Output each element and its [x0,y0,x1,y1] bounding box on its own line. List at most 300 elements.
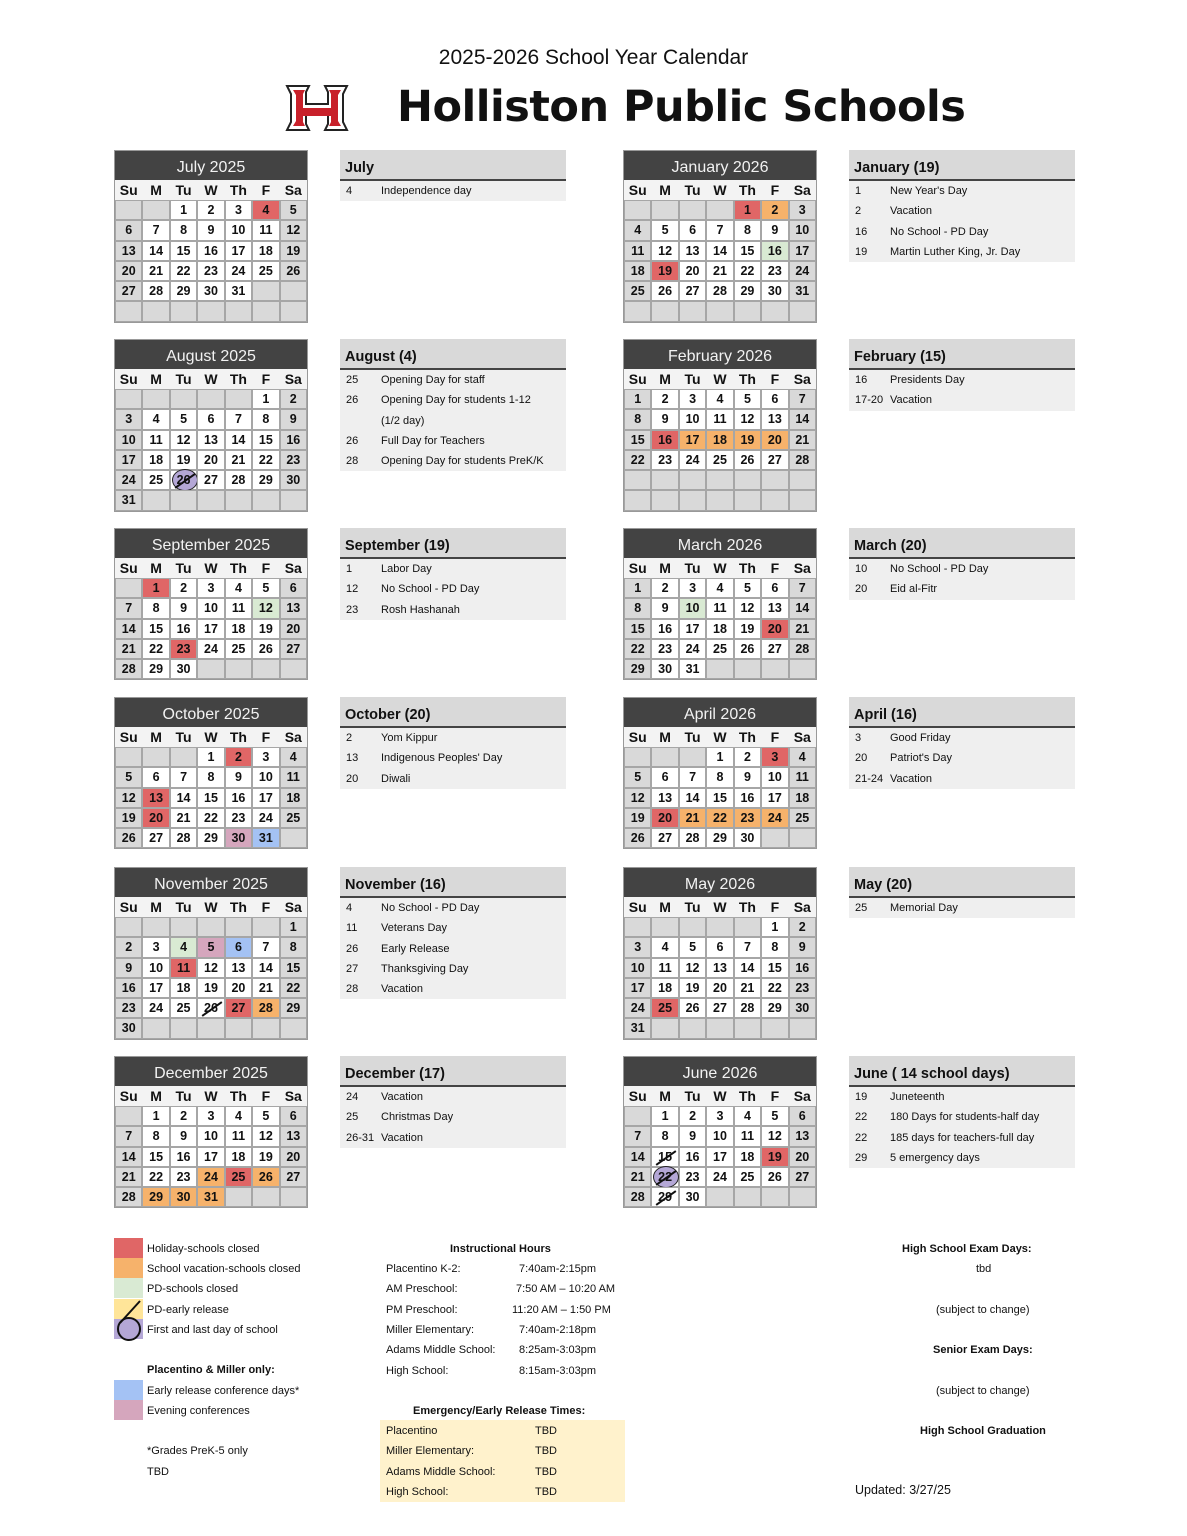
day-cell [142,1167,169,1187]
event-date: 19 [855,1091,868,1103]
day-number: 30 [795,1001,810,1016]
day-cell [142,1018,169,1038]
day-cell [225,1187,252,1207]
day-number: 12 [658,243,673,258]
events-title: July [340,150,566,181]
emergency-value: TBD [535,1485,557,1498]
day-cell [142,450,169,470]
weekday-label: Th [738,729,756,745]
day-number: 25 [740,1169,755,1184]
month-header: December 2025 [115,1057,307,1086]
day-number: 30 [767,284,782,299]
day-number: 8 [743,223,751,238]
updated-date: Updated: 3/27/25 [855,1483,951,1497]
day-grid [115,1106,307,1207]
day-cell [170,301,197,321]
event-date: 25 [346,374,359,386]
day-number: 6 [716,940,724,955]
day-cell [761,241,788,261]
day-number: 23 [176,641,191,656]
day-number: 4 [234,1109,242,1123]
day-number: 26 [767,1169,782,1184]
day-number: 23 [204,263,218,278]
day-cell [789,639,816,659]
day-cell [197,917,224,937]
day-number: 23 [658,452,673,467]
day-cell [225,917,252,937]
weekday-label: Sa [793,1088,811,1104]
day-cell [789,261,816,281]
school-name: Holliston Public Schools [397,82,966,132]
day-cell [734,1147,761,1167]
day-cell [280,200,307,220]
weekday-label: F [261,1088,271,1104]
weekday-label: M [150,560,162,576]
hours-label: Miller Elementary: [386,1323,475,1336]
event-date: 17-20 [855,394,884,407]
day-cell [115,1126,142,1146]
day-cell [624,828,651,848]
day-cell [197,450,224,470]
day-cell [115,808,142,828]
day-number: 23 [231,810,246,825]
day-grid [624,747,816,848]
day-cell [761,767,788,787]
day-number: 21 [258,980,273,995]
day-cell [197,1147,224,1167]
events-title: February (15) [849,339,1075,370]
day-number: 9 [180,601,188,616]
day-cell [142,659,169,679]
day-number: 27 [204,473,218,488]
day-cell [761,1147,788,1167]
day-cell [761,1126,788,1146]
day-cell [651,619,678,639]
event-description: Vacation [890,772,932,785]
day-number: 18 [149,452,164,467]
day-number: 3 [234,203,242,217]
day-cell [197,619,224,639]
day-number: 19 [204,980,218,995]
event-description: Vacation [890,394,932,407]
day-cell [734,220,761,240]
day-number: 25 [286,810,301,825]
day-number: 10 [204,1129,218,1144]
event-row [340,1128,566,1148]
day-cell [679,281,706,301]
day-number: 29 [204,831,218,846]
event-description: Labor Day [381,563,432,575]
day-cell [651,200,678,220]
day-cell [734,917,761,937]
day-number: 16 [176,621,191,636]
day-cell [679,808,706,828]
day-cell [679,958,706,978]
day-number: 10 [204,601,218,616]
day-cell [624,1018,651,1038]
day-number: 28 [795,641,810,656]
day-number: 28 [149,284,164,299]
day-number: 12 [630,790,645,805]
day-cell [789,1018,816,1038]
day-number: 24 [204,1169,218,1184]
month-calendar [114,339,308,512]
day-cell [170,1147,197,1167]
weekday-label: M [659,371,671,387]
day-number: 17 [713,1149,727,1164]
day-number: 18 [713,432,727,447]
day-cell [706,1106,733,1126]
month-calendar [623,339,817,512]
day-number: 5 [180,412,188,427]
day-number: 31 [258,831,273,846]
day-number: 18 [713,621,727,636]
day-number: 4 [262,203,270,217]
weekday-label: W [204,182,218,198]
day-number: 16 [231,790,246,805]
day-cell [225,937,252,957]
day-cell [197,1106,224,1126]
day-cell [142,639,169,659]
day-number: 23 [658,641,673,656]
day-number: 22 [149,641,164,656]
day-cell [170,450,197,470]
hs-exam-title: High School Exam Days: [902,1243,1032,1255]
day-cell [170,598,197,618]
month-calendar [114,867,308,1040]
day-cell [142,470,169,490]
day-number: 22 [740,263,755,278]
day-cell [706,450,733,470]
day-cell [734,1187,761,1207]
day-cell [252,598,279,618]
events-panel [340,339,566,471]
day-cell [142,200,169,220]
day-number: 22 [258,452,273,467]
day-cell [252,470,279,490]
emergency-value: TBD [535,1465,557,1478]
legend-note-tbd: TBD [147,1466,169,1478]
day-number: 16 [795,960,810,975]
day-number: 28 [258,1001,273,1016]
month-header: April 2026 [624,698,816,727]
day-cell [734,389,761,409]
day-cell [624,1147,651,1167]
day-cell [142,937,169,957]
school-logo-h-icon [285,84,349,132]
event-row [340,769,566,789]
day-cell [624,1126,651,1146]
day-cell [624,389,651,409]
day-cell [761,998,788,1018]
day-cell [734,200,761,220]
event-row [340,898,566,918]
weekday-label: Th [738,899,756,915]
day-grid [115,917,307,1039]
day-number: 14 [740,960,755,975]
event-date: 23 [346,603,359,616]
day-cell [624,490,651,510]
day-cell [651,808,678,828]
day-number: 9 [289,412,297,427]
event-date: 22 [855,1111,868,1124]
day-number: 13 [286,1129,301,1144]
day-number: 1 [743,203,751,217]
event-date: 16 [855,225,868,238]
day-cell [197,301,224,321]
day-cell [170,619,197,639]
weekday-label: Su [119,729,138,745]
day-cell [197,1018,224,1038]
day-number: 8 [716,770,724,785]
day-cell [115,578,142,598]
day-number: 21 [713,263,727,278]
event-date: 24 [346,1091,359,1103]
day-number: 6 [289,1109,297,1123]
events-title: November (16) [340,867,566,898]
event-description: Patriot's Day [890,752,953,765]
day-cell [142,301,169,321]
day-number: 26 [740,452,755,467]
day-cell [142,578,169,598]
day-cell [761,828,788,848]
day-cell [734,578,761,598]
weekday-row [115,727,307,747]
day-number: 8 [634,412,642,427]
day-cell [679,659,706,679]
day-number: 18 [176,980,191,995]
day-cell [197,409,224,429]
month-header: July 2025 [115,151,307,180]
day-number: 16 [286,432,301,447]
weekday-label: M [150,371,162,387]
day-cell [734,490,761,510]
event-date: 25 [855,902,868,914]
day-cell [651,1126,678,1146]
day-cell [115,998,142,1018]
weekday-label: M [150,182,162,198]
day-cell [280,1126,307,1146]
day-grid [115,200,307,322]
day-cell [789,747,816,767]
day-cell [280,281,307,301]
day-cell [761,978,788,998]
day-cell [651,470,678,490]
event-row [340,979,566,999]
day-cell [225,788,252,808]
event-date: 4 [346,902,353,914]
weekday-label: F [261,899,271,915]
day-number: 19 [658,263,673,278]
day-cell [706,301,733,321]
weekday-label: Sa [793,560,811,576]
day-cell [679,978,706,998]
day-number: 25 [713,452,727,467]
day-cell [115,917,142,937]
day-number: 11 [176,960,191,975]
day-cell [789,1126,816,1146]
day-cell [252,1167,279,1187]
day-cell [252,808,279,828]
day-number: 25 [231,641,246,656]
day-cell [734,788,761,808]
day-cell [679,470,706,490]
day-grid [624,200,816,322]
day-cell [225,1147,252,1167]
day-cell [624,281,651,301]
day-number: 28 [795,452,810,467]
events-title: June ( 14 school days) [849,1056,1075,1087]
day-cell [734,619,761,639]
day-cell [651,1187,678,1207]
hours-value: 7:50 AM – 10:20 AM [516,1283,616,1296]
weekday-label: Su [119,182,138,198]
day-cell [679,409,706,429]
day-number: 28 [231,473,246,488]
events-title: March (20) [849,528,1075,559]
day-number: 10 [685,601,700,616]
day-cell [225,281,252,301]
day-number: 7 [689,770,697,785]
hours-label: PM Preschool: [386,1303,458,1316]
day-number: 24 [767,810,782,825]
day-number: 16 [685,1149,700,1164]
day-cell [170,1167,197,1187]
day-number: 14 [795,601,810,616]
day-number: 26 [176,473,191,488]
day-cell [734,747,761,767]
weekday-label: M [659,729,671,745]
day-number: 27 [767,641,782,656]
day-cell [651,659,678,679]
day-number: 7 [152,223,160,238]
event-row [340,559,566,579]
hours-label: AM Preschool: [386,1283,458,1296]
day-cell [252,828,279,848]
emergency-label: Miller Elementary: [386,1445,475,1458]
event-date: 2 [855,205,862,218]
event-row [340,600,566,620]
day-cell [225,808,252,828]
day-cell [225,1167,252,1187]
day-cell [170,1106,197,1126]
day-number: 1 [180,203,188,217]
day-cell [651,490,678,510]
day-number: 20 [231,980,246,995]
day-number: 27 [795,1169,810,1184]
day-number: 27 [767,452,782,467]
day-number: 13 [767,412,782,427]
day-number: 3 [634,940,642,955]
day-number: 29 [658,1190,673,1205]
weekday-label: F [770,1088,780,1104]
day-number: 16 [204,243,218,258]
day-number: 31 [231,284,246,299]
day-number: 7 [180,770,188,785]
event-date: 26 [346,942,359,955]
event-date: 26-31 [346,1131,375,1144]
day-cell [624,1187,651,1207]
day-cell [651,917,678,937]
day-cell [706,619,733,639]
day-number: 5 [634,770,642,785]
day-number: 1 [661,1109,669,1123]
day-cell [142,1126,169,1146]
day-cell [789,619,816,639]
day-cell [761,389,788,409]
day-cell [679,828,706,848]
events-panel [849,528,1075,600]
day-cell [115,978,142,998]
day-cell [225,241,252,261]
hours-label: High School: [386,1364,449,1377]
weekday-label: Tu [175,899,192,915]
day-cell [252,978,279,998]
day-cell [197,261,224,281]
day-cell [280,450,307,470]
day-cell [679,917,706,937]
day-cell [679,200,706,220]
day-cell [115,767,142,787]
month-calendar [114,1056,308,1208]
event-date: 13 [346,752,359,765]
event-description: Opening Day for students 1-12 [381,394,531,407]
day-cell [624,430,651,450]
day-cell [280,747,307,767]
day-number: 29 [767,1001,782,1016]
day-number: 2 [289,392,297,406]
events-title: December (17) [340,1056,566,1087]
day-number: 24 [121,473,136,488]
day-number: 9 [771,223,779,238]
day-number: 9 [207,223,215,238]
event-description: Veterans Day [381,922,448,935]
day-cell [761,958,788,978]
day-cell [252,767,279,787]
event-row [340,579,566,599]
day-number: 30 [286,473,301,488]
day-number: 13 [286,601,301,616]
weekday-label: Tu [175,729,192,745]
day-cell [624,261,651,281]
weekday-label: F [261,371,271,387]
day-cell [624,747,651,767]
day-number: 21 [795,621,810,636]
weekday-label: Th [738,560,756,576]
day-number: 25 [149,473,164,488]
day-cell [624,409,651,429]
page-title: 2025-2026 School Year Calendar [438,46,749,69]
weekday-label: Sa [793,729,811,745]
day-cell [142,1106,169,1126]
day-number: 20 [121,263,136,278]
day-number: 9 [661,412,669,427]
day-cell [789,409,816,429]
day-cell [170,578,197,598]
weekday-label: F [770,899,780,915]
day-number: 4 [234,581,242,595]
day-number: 20 [767,432,782,447]
day-number: 26 [740,641,755,656]
weekday-label: M [659,182,671,198]
month-calendar [623,867,817,1040]
events-panel [849,1056,1075,1168]
day-cell [789,1167,816,1187]
day-cell [280,389,307,409]
day-cell [197,241,224,261]
day-number: 14 [713,243,727,258]
day-cell [761,301,788,321]
